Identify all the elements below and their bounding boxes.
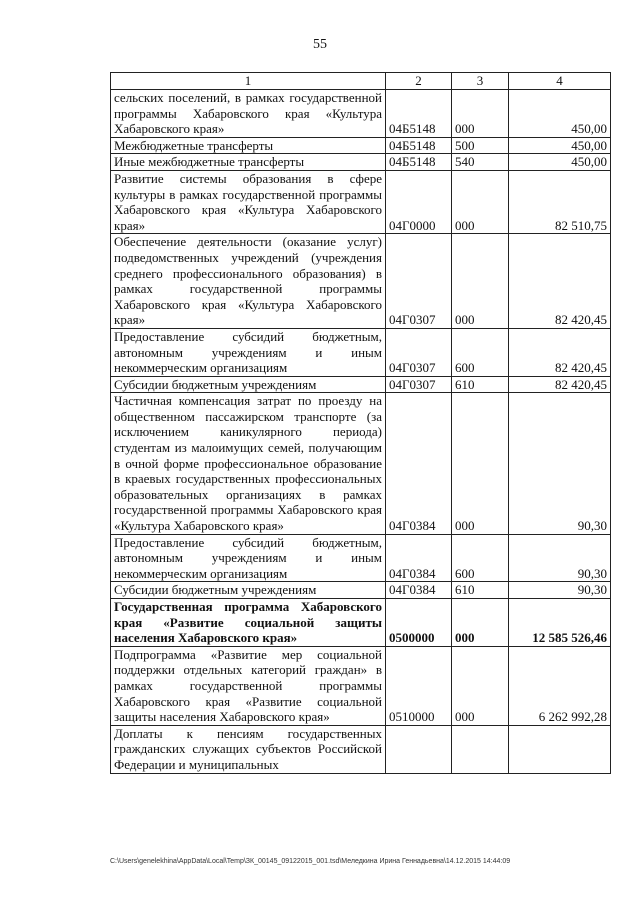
row-sum-cell: 90,30	[509, 393, 611, 534]
row-code-cell: 04Г0384	[386, 393, 452, 534]
budget-table	[110, 72, 611, 774]
row-sum-cell: 450,00	[509, 137, 611, 154]
row-code-cell: 04Б5148	[386, 154, 452, 171]
header-col-code: 2	[386, 73, 452, 90]
row-type-cell: 600	[452, 328, 509, 376]
row-type-cell: 610	[452, 376, 509, 393]
row-type-cell	[452, 725, 509, 773]
row-type-cell: 000	[452, 90, 509, 138]
row-sum-cell: 6 262 992,28	[509, 646, 611, 725]
row-name-cell: Обеспечение деятельности (оказание услуг) подведомственных учреждений (учреждения среднего профессионального образования) в рамках государственной программы Хабаровского края «Культура Хабаровского края»	[111, 234, 386, 329]
table-row	[111, 137, 611, 154]
row-code-cell: 04Г0384	[386, 582, 452, 599]
table-row	[111, 582, 611, 599]
row-name-cell: Предоставление субсидий бюджетным, автономным учреждениям и иным некоммерческим организациям	[111, 328, 386, 376]
table-row	[111, 599, 611, 647]
row-type-cell: 540	[452, 154, 509, 171]
table-header-row	[111, 73, 611, 90]
row-name-cell: Межбюджетные трансферты	[111, 137, 386, 154]
row-sum-cell: 82 420,45	[509, 234, 611, 329]
row-type-cell: 000	[452, 646, 509, 725]
row-sum-cell: 82 510,75	[509, 170, 611, 233]
row-name-cell: Подпрограмма «Развитие мер социальной поддержки отдельных категорий граждан» в рамках государственной программы Хабаровского края «Развитие социальной защиты населения Хабаровского края»	[111, 646, 386, 725]
file-path-footer: C:\Users\genelekhina\AppData\Local\Temp\ЗК_00145_09122015_001.tsd\Меледкина Ирина Геннадьевна\14.12.2015 14:44:09	[110, 858, 511, 865]
header-col-type: 3	[452, 73, 509, 90]
row-sum-cell: 90,30	[509, 582, 611, 599]
row-type-cell: 600	[452, 534, 509, 582]
table-row	[111, 534, 611, 582]
row-name-cell: сельских поселений, в рамках государственной программы Хабаровского края «Культура Хабаровского края»	[111, 90, 386, 138]
table-body	[111, 90, 611, 774]
page-number: 55	[313, 37, 327, 52]
row-code-cell: 04Г0000	[386, 170, 452, 233]
table-row	[111, 376, 611, 393]
table-row	[111, 170, 611, 233]
row-code-cell: 04Б5148	[386, 137, 452, 154]
header-col-name: 1	[111, 73, 386, 90]
row-code-cell: 04Г0307	[386, 234, 452, 329]
row-name-cell: Доплаты к пенсиям государственных гражданских служащих субъектов Российской Федерации и муниципальных	[111, 725, 386, 773]
row-type-cell: 000	[452, 170, 509, 233]
row-type-cell: 000	[452, 234, 509, 329]
row-code-cell: 04Б5148	[386, 90, 452, 138]
row-sum-cell: 450,00	[509, 90, 611, 138]
table-row	[111, 328, 611, 376]
row-code-cell	[386, 725, 452, 773]
row-code-cell: 0510000	[386, 646, 452, 725]
row-code-cell: 04Г0307	[386, 328, 452, 376]
table-row	[111, 725, 611, 773]
row-name-cell: Предоставление субсидий бюджетным, автономным учреждениям и иным некоммерческим организациям	[111, 534, 386, 582]
row-sum-cell: 82 420,45	[509, 376, 611, 393]
row-type-cell: 000	[452, 599, 509, 647]
table-row	[111, 234, 611, 329]
row-code-cell: 04Г0307	[386, 376, 452, 393]
header-col-sum: 4	[509, 73, 611, 90]
row-sum-cell	[509, 725, 611, 773]
row-name-cell: Иные межбюджетные трансферты	[111, 154, 386, 171]
table-row	[111, 646, 611, 725]
row-name-cell: Субсидии бюджетным учреждениям	[111, 376, 386, 393]
row-type-cell: 610	[452, 582, 509, 599]
row-name-cell: Государственная программа Хабаровского края «Развитие социальной защиты населения Хабаровского края»	[111, 599, 386, 647]
row-type-cell: 000	[452, 393, 509, 534]
row-sum-cell: 450,00	[509, 154, 611, 171]
row-sum-cell: 90,30	[509, 534, 611, 582]
row-name-cell: Развитие системы образования в сфере культуры в рамках государственной программы Хабаровского края «Культура Хабаровского края»	[111, 170, 386, 233]
row-name-cell: Субсидии бюджетным учреждениям	[111, 582, 386, 599]
row-code-cell: 04Г0384	[386, 534, 452, 582]
table-row	[111, 90, 611, 138]
row-sum-cell: 82 420,45	[509, 328, 611, 376]
table-row	[111, 393, 611, 534]
row-type-cell: 500	[452, 137, 509, 154]
table-row	[111, 154, 611, 171]
row-name-cell: Частичная компенсация затрат по проезду на общественном пассажирском транспорте (за исключением каникулярного периода) студентам из малоимущих семей, получающим в очной форме профессиональное образование в краевых государственных профессиональных образовательных организациях в рамках государственной программы Хабаровского края «Культура Хабаровского края»	[111, 393, 386, 534]
row-sum-cell: 12 585 526,46	[509, 599, 611, 647]
row-code-cell: 0500000	[386, 599, 452, 647]
